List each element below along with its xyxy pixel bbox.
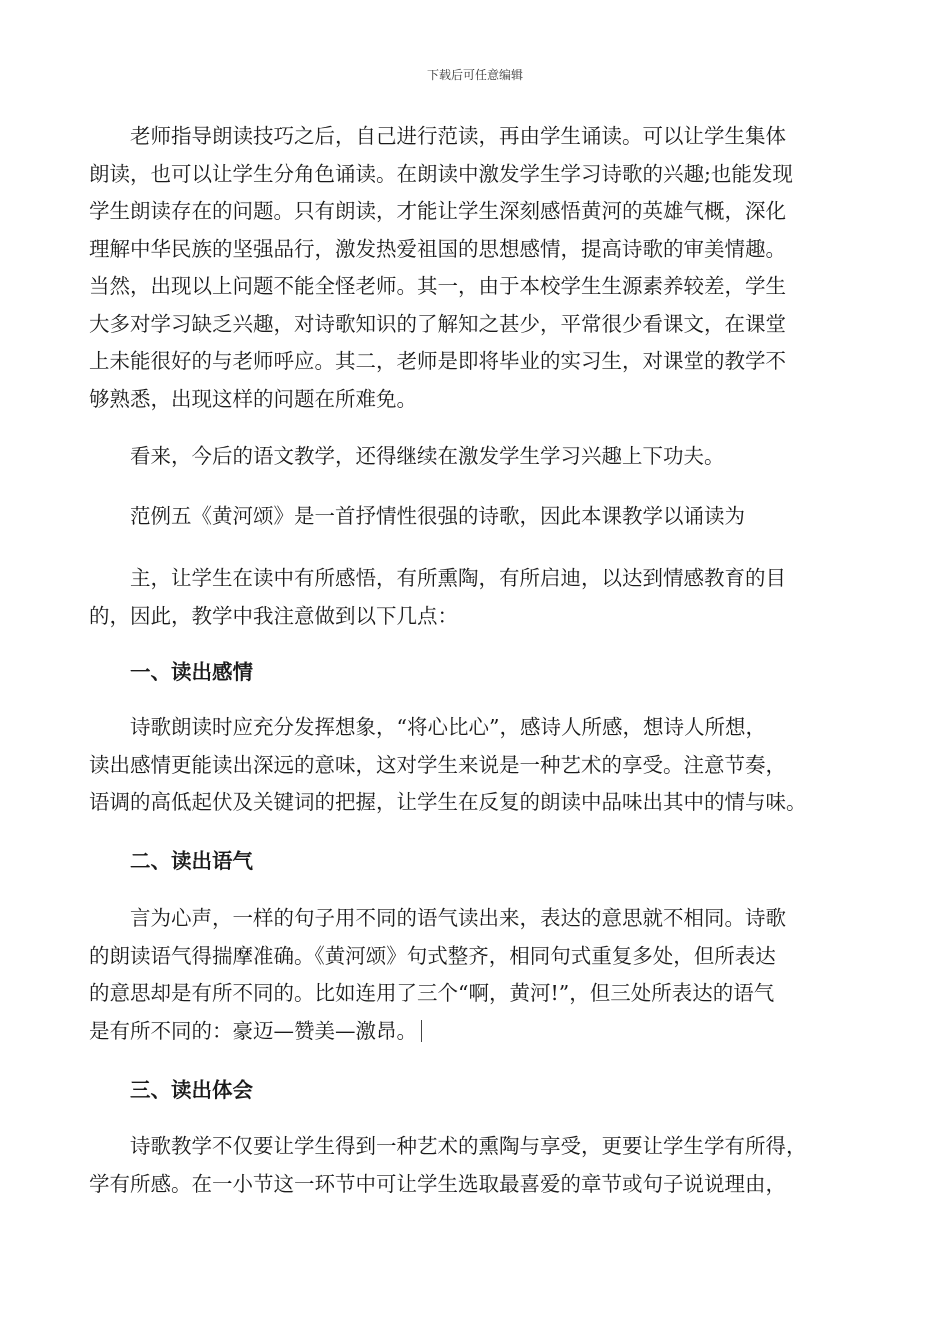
paragraph-line: 朗读，也可以让学生分角色诵读。在朗读中激发学生学习诗歌的兴趣;也能发现 xyxy=(89,161,793,186)
paragraph-reading-guidance xyxy=(89,118,861,418)
paragraph-emotion xyxy=(89,709,861,822)
paragraph-line: 语调的高低起伏及关键词的把握，让学生在反复的朗读中品味出其中的情与味。 xyxy=(89,790,807,814)
paragraph-line: 言为心声，一样的句子用不同的语气读出来，表达的意思就不相同。诗歌 xyxy=(130,906,786,930)
paragraph-line: 老师指导朗读技巧之后，自己进行范读，再由学生诵读。可以让学生集体 xyxy=(130,124,786,148)
section-heading-experience: 三、读出体会 xyxy=(130,1078,253,1102)
paragraph-teaching-points xyxy=(89,560,861,635)
paragraph-line: 诗歌教学不仅要让学生得到一种艺术的熏陶与享受，更要让学生学有所得， xyxy=(130,1134,807,1158)
paragraph-line xyxy=(89,1013,861,1051)
paragraph-line: 主，让学生在读中有所感悟，有所熏陶，有所启迪，以达到情感教育的目 xyxy=(130,566,786,590)
paragraph-line: 范例五《黄河颂》是一首抒情性很强的诗歌，因此本课教学以诵读为 xyxy=(130,504,745,528)
section-heading-tone: 二、读出语气 xyxy=(130,849,253,873)
paragraph-line: 诗歌朗读时应充分发挥想象，“将心比心”，感诗人所感，想诗人所想， xyxy=(130,715,766,739)
paragraph-line: 当然，出现以上问题不能全怪老师。其一，由于本校学生生源素养较差，学生 xyxy=(89,274,786,298)
paragraph-line: 够熟悉，出现这样的问题在所难免。 xyxy=(89,386,417,411)
page-header: 下载后可任意编辑 xyxy=(426,68,523,82)
paragraph-line: 大多对学习缺乏兴趣，对诗歌知识的了解知之甚少，平常很少看课文，在课堂 xyxy=(89,311,786,336)
paragraph-line: 的意思却是有所不同的。比如连用了三个“啊，黄河!”，但三处所表达的语气 xyxy=(89,981,775,1005)
paragraph-line-text: 是有所不同的：豪迈—赞美—激昂。 xyxy=(89,1018,417,1043)
paragraph-conclusion xyxy=(89,438,861,476)
paragraph-example-five xyxy=(89,498,861,536)
paragraph-line: 看来，今后的语文教学，还得继续在激发学生学习兴趣上下功夫。 xyxy=(130,444,725,468)
paragraph-tone xyxy=(89,900,861,1050)
paragraph-line: 学有所感。在一小节这一环节中可让学生选取最喜爱的章节或句子说说理由， xyxy=(89,1171,786,1196)
paragraph-line: 上未能很好的与老师呼应。其二，老师是即将毕业的实习生，对课堂的教学不 xyxy=(89,349,786,373)
section-heading-emotion: 一、读出感情 xyxy=(130,660,253,684)
paragraph-line: 的朗读语气得揣摩准确。《黄河颂》句式整齐，相同句式重复多处，但所表达 xyxy=(89,943,776,968)
text-cursor xyxy=(421,1020,422,1042)
paragraph-line: 的，因此，教学中我注意做到以下几点： xyxy=(89,603,458,628)
paragraph-line: 理解中华民族的坚强品行，激发热爱祖国的思想感情，提高诗歌的审美情趣。 xyxy=(89,236,786,261)
paragraph-experience xyxy=(89,1128,861,1203)
paragraph-line: 读出感情更能读出深远的意味，这对学生来说是一种艺术的享受。注意节奏， xyxy=(89,752,786,777)
paragraph-line: 学生朗读存在的问题。只有朗读，才能让学生深刻感悟黄河的英雄气概，深化 xyxy=(89,199,786,223)
